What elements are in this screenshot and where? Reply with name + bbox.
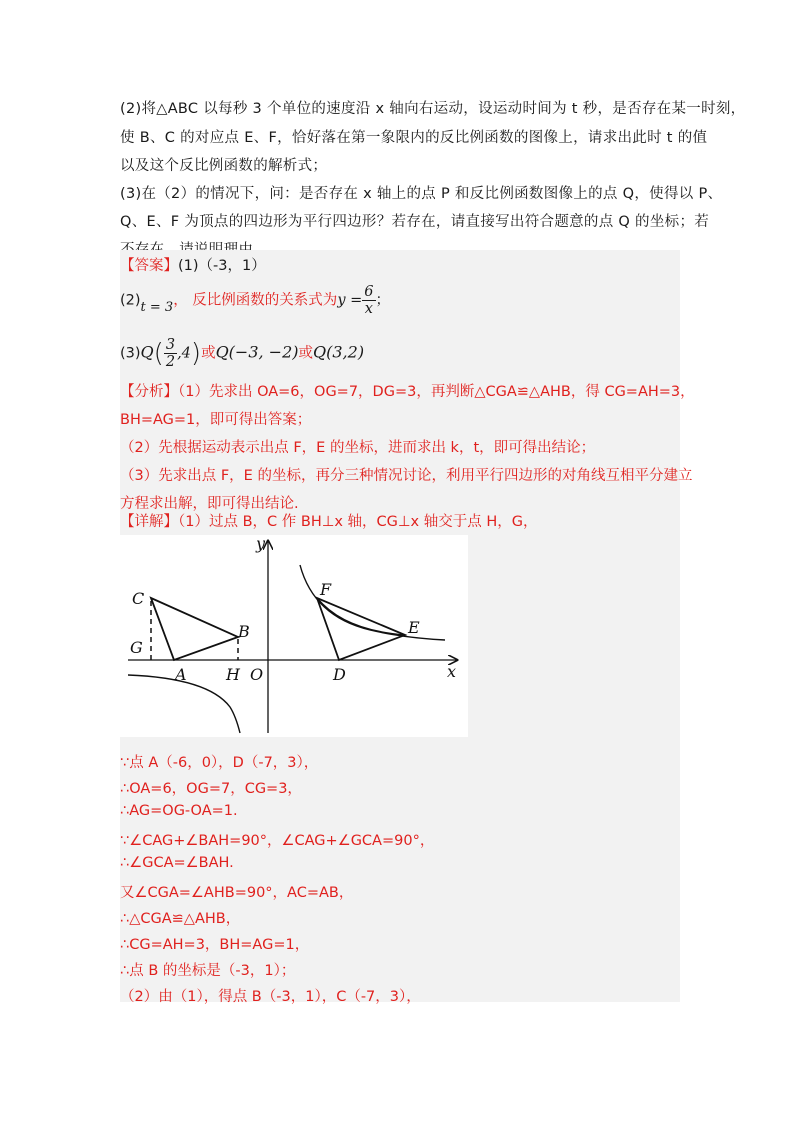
detail-line: ∵点 A（-6，0），D（-7，3）， [120,755,319,771]
label-x: x [447,662,457,681]
answer-q1-fraction [164,337,177,370]
label-o: O [250,665,264,684]
label-g: G [130,638,143,657]
fraction-denominator: x [364,301,373,317]
analysis-text: （1）先求出 OA=6，OG=7，DG=3，再判断△CGA≌△AHB，得 CG=AH=3， [178,384,695,400]
question-line: Q、E、F 为顶点的四边形为平行四边形？若存在，请直接写出符合题意的点 Q 的坐标；若 [120,214,710,230]
detail-line: 又∠CGA=∠AHB=90°，AC=AB， [120,885,354,901]
answer-or: 或 [201,345,216,362]
label-b: B [238,622,250,641]
label-e: E [408,618,420,637]
coordinate-diagram [120,535,468,737]
answer-q1-label: Q [140,342,154,362]
triangle-def [317,598,405,660]
answer-q2: Q(−3, −2) [215,342,299,362]
label-f: F [320,580,332,599]
answer-or: 或 [298,345,314,362]
analysis-line: 方程求出解，即可得出结论. [120,496,299,512]
answer-2-end: ； [375,292,390,309]
answer-q1-rest: ,4 [177,345,191,362]
analysis-line [120,380,695,401]
label-h: H [226,665,240,684]
analysis-line: （3）先求出点 F，E 的坐标，再分三种情况讨论，利用平行四边形的对角线互相平分建立 [120,468,693,484]
detail-line: ∴点 B 的坐标是（-3，1）； [120,963,296,979]
answer-line-2 [120,284,390,317]
fraction-numerator: 3 [165,337,176,353]
analysis-tag: 【分析】 [120,384,178,400]
detail-intro-text: （1）过点 B，C 作 BH⊥x 轴，CG⊥x 轴交于点 H，G， [178,514,538,530]
label-a: A [175,665,187,684]
answer-2-fraction [362,284,375,317]
question-line: (2)将△ABC 以每秒 3 个单位的速度沿 x 轴向右运动，设运动时间为 t 秒，是否存在某一时刻， [120,101,746,117]
fraction-numerator: 6 [364,284,374,300]
label-c: C [132,589,145,608]
detail-line: ∴OA=6，OG=7，CG=3， [120,781,302,797]
answer-2-prefix: (2) [120,292,141,309]
triangle-abc [151,598,238,660]
label-d: D [333,665,346,684]
detail-line: ∵∠CAG+∠BAH=90°，∠CAG+∠GCA=90°， [120,833,435,849]
question-line: 以及这个反比例函数的解析式； [120,158,328,174]
detail-line: ∴CG=AH=3，BH=AG=1， [120,937,310,953]
question-line: 使 B、C 的对应点 E、F，恰好落在第一象限内的反比例函数的图像上，请求出此时 t 的值 [120,130,708,146]
detail-line: ∴△CGA≌△AHB， [120,911,241,927]
fraction-denominator: 2 [165,354,176,370]
answer-line-1 [120,254,266,275]
label-y: y [256,535,266,553]
answer-q3: Q(3,2) [313,342,365,362]
question-line: (3)在（2）的情况下，问：是否存在 x 轴上的点 P 和反比例函数图像上的点 Q，使得以 P、 [120,186,723,202]
detail-line: ∴AG=OG-OA=1. [120,803,238,819]
detail-line: （2）由（1），得点 B（-3，1），C（-7，3）， [120,989,421,1005]
answer-1: (1)（-3，1） [178,258,266,274]
detail-intro [120,510,537,531]
answer-2-y: y = [337,292,363,309]
answer-line-3: (3)Q( $\frac{3}{2}$ ,4)或Q(−3, −2)或Q(3,2) [120,337,365,370]
answer-3-prefix: (3) [120,345,141,362]
analysis-line: （2）先根据运动表示出点 F，E 的坐标，进而求出 k，t，即可得出结论； [120,440,596,456]
answer-2-text: ， 反比例函数的关系式为 [173,292,338,309]
geometry-figure [120,535,468,737]
analysis-line: BH=AG=1，即可得出答案； [120,412,312,428]
answer-tag: 【答案】 [120,258,178,274]
detail-tag: 【详解】 [120,514,178,530]
answer-2-t: t = 3 [140,299,174,315]
detail-line: ∴∠GCA=∠BAH. [120,855,234,871]
